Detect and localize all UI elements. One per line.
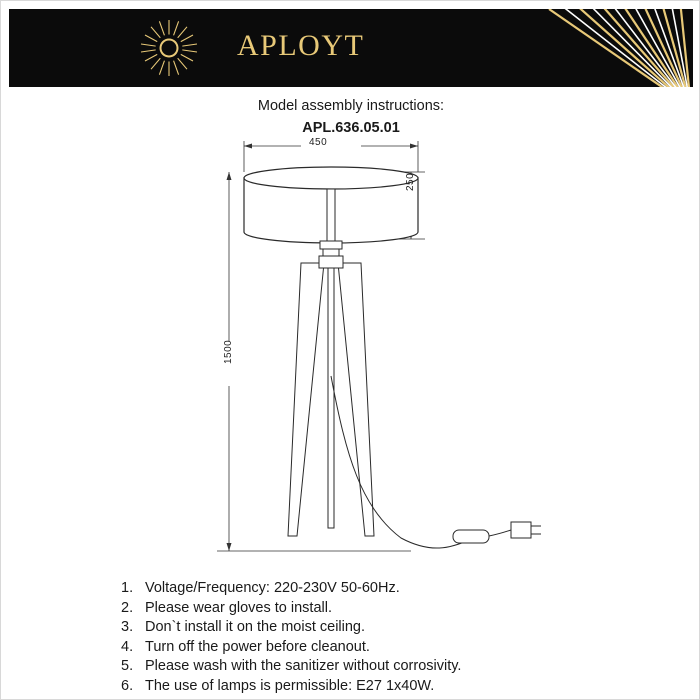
list-item-number: 5. xyxy=(121,658,134,674)
list-item-number: 1. xyxy=(121,580,134,596)
product-technical-drawing xyxy=(1,136,700,566)
dimension-label-shade-height: 250 xyxy=(405,172,416,191)
list-item-text: Voltage/Frequency: 220-230V 50-60Hz. xyxy=(145,580,400,596)
list-item xyxy=(121,579,681,599)
list-item-text: Turn off the power before cleanout. xyxy=(145,638,370,655)
list-item-text: Please wear gloves to install. xyxy=(145,599,332,616)
list-item-number: 3. xyxy=(121,619,134,635)
sunburst-logo-icon xyxy=(139,18,199,78)
list-item xyxy=(121,677,681,697)
fan-rays-icon xyxy=(453,9,693,87)
brand-name: APLOYT xyxy=(237,29,365,62)
list-item xyxy=(121,599,681,619)
list-item xyxy=(121,618,681,638)
list-item-number: 6. xyxy=(121,677,134,694)
lamp-drawing-svg xyxy=(1,136,700,566)
dimension-label-width: 450 xyxy=(309,137,328,148)
list-item-text: Please wash with the sanitizer without corrosivity. xyxy=(145,658,462,674)
list-item-text: Don`t install it on the moist ceiling. xyxy=(145,619,366,635)
instruction-list xyxy=(121,579,681,696)
list-item-number: 4. xyxy=(121,638,134,655)
page-title: Model assembly instructions: xyxy=(257,98,445,114)
list-item-text: The use of lamps is permissible: E27 1x40W. xyxy=(145,677,435,694)
brand-banner xyxy=(9,9,693,87)
list-item xyxy=(121,638,681,658)
dimension-label-total-height: 1500 xyxy=(223,339,234,364)
list-item xyxy=(121,657,681,677)
list-item-number: 2. xyxy=(121,599,134,616)
model-code: APL.636.05.01 xyxy=(302,120,400,136)
